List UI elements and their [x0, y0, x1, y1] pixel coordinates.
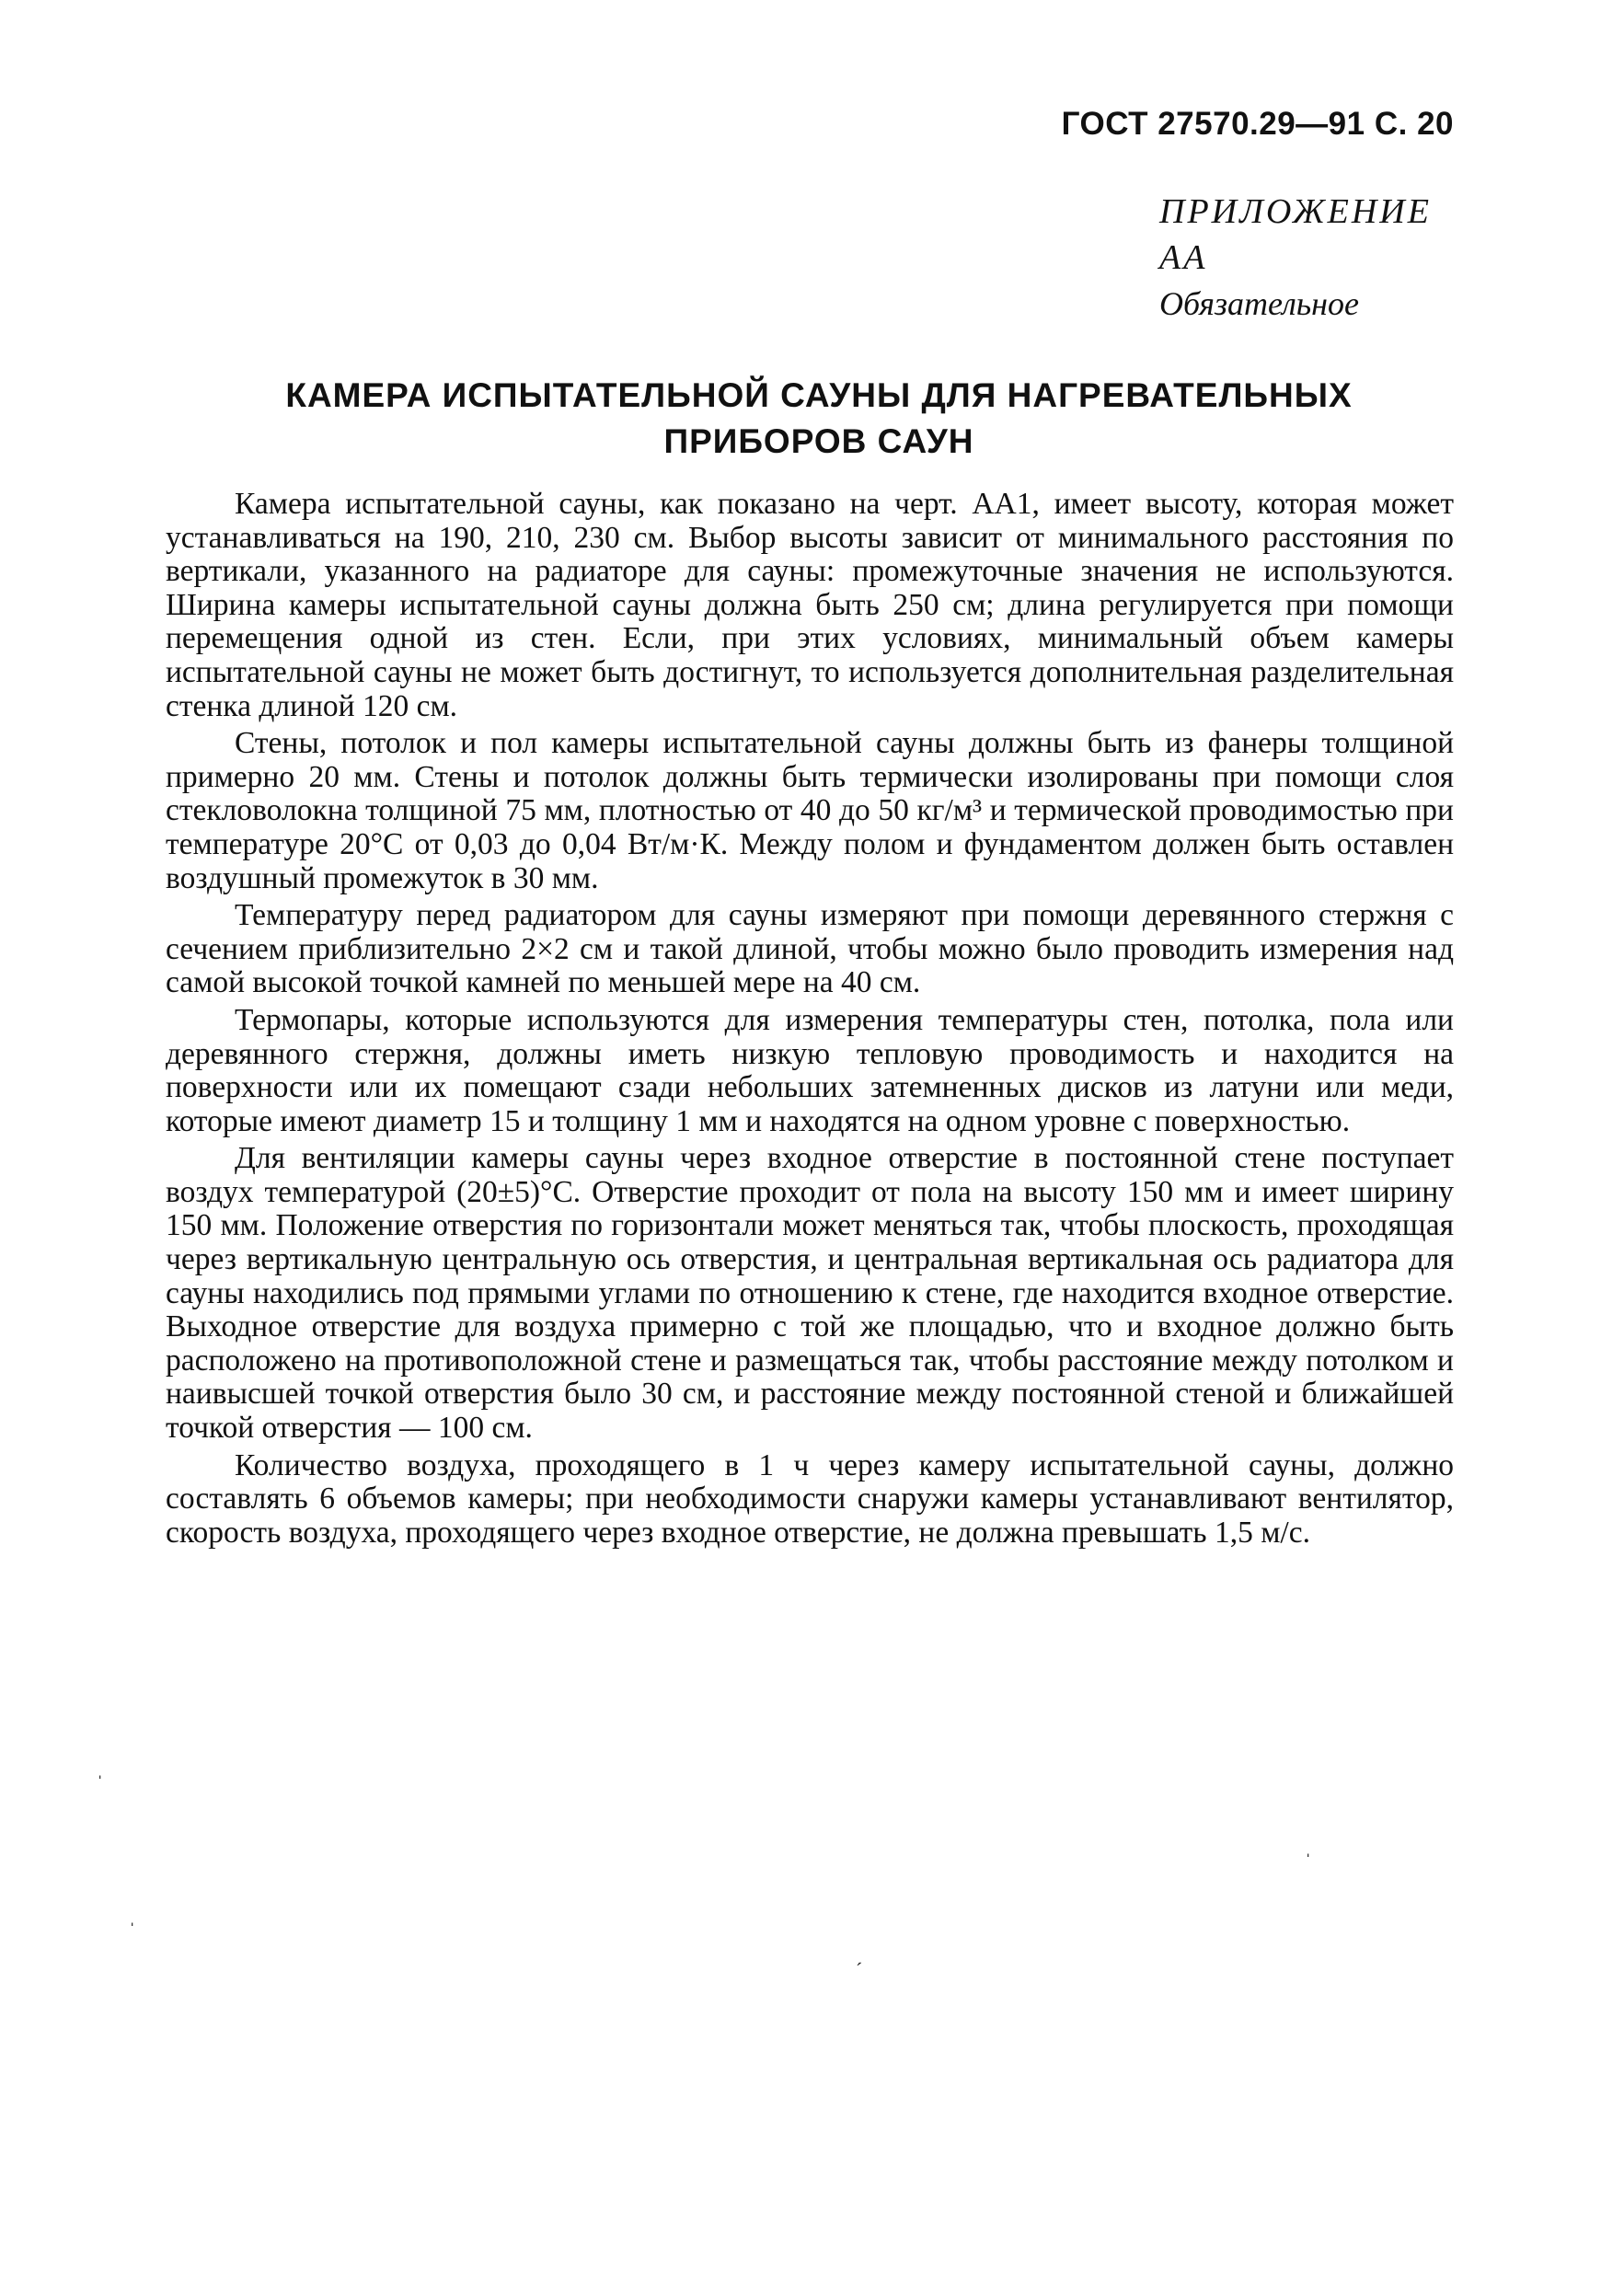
scan-speck: ˌ — [129, 1903, 136, 1926]
paragraph-6: Количество воздуха, проходящего в 1 ч через камеру испытательной сауны, должно составлять 6 объемов камеры; при необходимости снаружи камеры устанавливают вентилятор, скорость воздуха, проходящего через входное отверстие, не должна превышать 1,5 м/с. — [166, 1447, 1454, 1550]
scan-speck: ˊ — [856, 1958, 863, 1981]
document-title: КАМЕРА ИСПЫТАТЕЛЬНОЙ САУНЫ ДЛЯ НАГРЕВАТЕЛЬНЫХ ПРИБОРОВ САУН — [285, 376, 1353, 460]
appendix-block — [1159, 189, 1454, 327]
appendix-title: ПРИЛОЖЕНИЕ АА — [1159, 192, 1432, 277]
body-text — [166, 488, 1454, 1553]
scan-speck: ˈ — [97, 1771, 104, 1794]
paragraph-1: Камера испытательной сауны, как показано на черт. АА1, имеет высоту, которая может устанавливаться на 190, 210, 230 см. Выбор высоты зависит от минимального расстояния по вертикали, указанного на радиаторе для сауны: промежуточные значения не используются. Ширина камеры испытательной сауны должна быть 250 см; длина регулируется при помощи перемещения одной из стен. Если, при этих условиях, минимальный объем камеры испытательной сауны не может быть достигнут, то используется дополнительная разделительная стенка длиной 120 см. — [166, 487, 1454, 723]
paragraph-5: Для вентиляции камеры сауны через входное отверстие в постоянной стене поступает воздух температурой (20±5)°С. Отверстие проходит от пола на высоту 150 мм и имеет ширину 150 мм. Положение отверстия по горизонтали может меняться так, чтобы плоскость, проходящая через вертикальную центральную ось отверстия, и центральная вертикальная ось радиатора для сауны находились под прямыми углами по отношению к стене, где находится входное отверстие. Выходное отверстие для воздуха примерно с той же площадью, что и входное должно быть расположено на противоположной стене и размещаться так, чтобы расстояние между потолком и наивысшей точкой отверстия было 30 см, и расстояние между постоянной стеной и ближайшей точкой отверстия — 100 см. — [166, 1141, 1454, 1446]
paragraph-4: Термопары, которые используются для измерения температуры стен, потолка, пола или деревянного стержня, должны иметь низкую тепловую проводимость и находится на поверхности или их помещают сзади небольших затемненных дисков из латуни или меди, которые имеют диаметр 15 и толщину 1 мм и находятся на одном уровне с поверхностью. — [166, 1002, 1454, 1138]
page-header: ГОСТ 27570.29—91 С. 20 — [1061, 106, 1454, 142]
appendix-status: Обязательное — [1159, 285, 1359, 322]
scan-speck: ˈ — [1305, 1850, 1312, 1873]
paragraph-3: Температуру перед радиатором для сауны измеряют при помощи деревянного стержня с сечением приблизительно 2×2 см и такой длиной, чтобы можно было проводить измерения над самой высокой точкой камней по меньшей мере на 40 см. — [166, 898, 1454, 1000]
paragraph-2: Стены, потолок и пол камеры испытательной сауны должны быть из фанеры толщиной примерно 20 мм. Стены и потолок должны быть термически изолированы при помощи слоя стекловолокна толщиной 75 мм, плотностью от 40 до 50 кг/м³ и термической проводимостью при температуре 20°С от 0,03 до 0,04 Вт/м·К. Между полом и фундаментом должен быть оставлен воздушный промежуток в 30 мм. — [166, 726, 1454, 895]
